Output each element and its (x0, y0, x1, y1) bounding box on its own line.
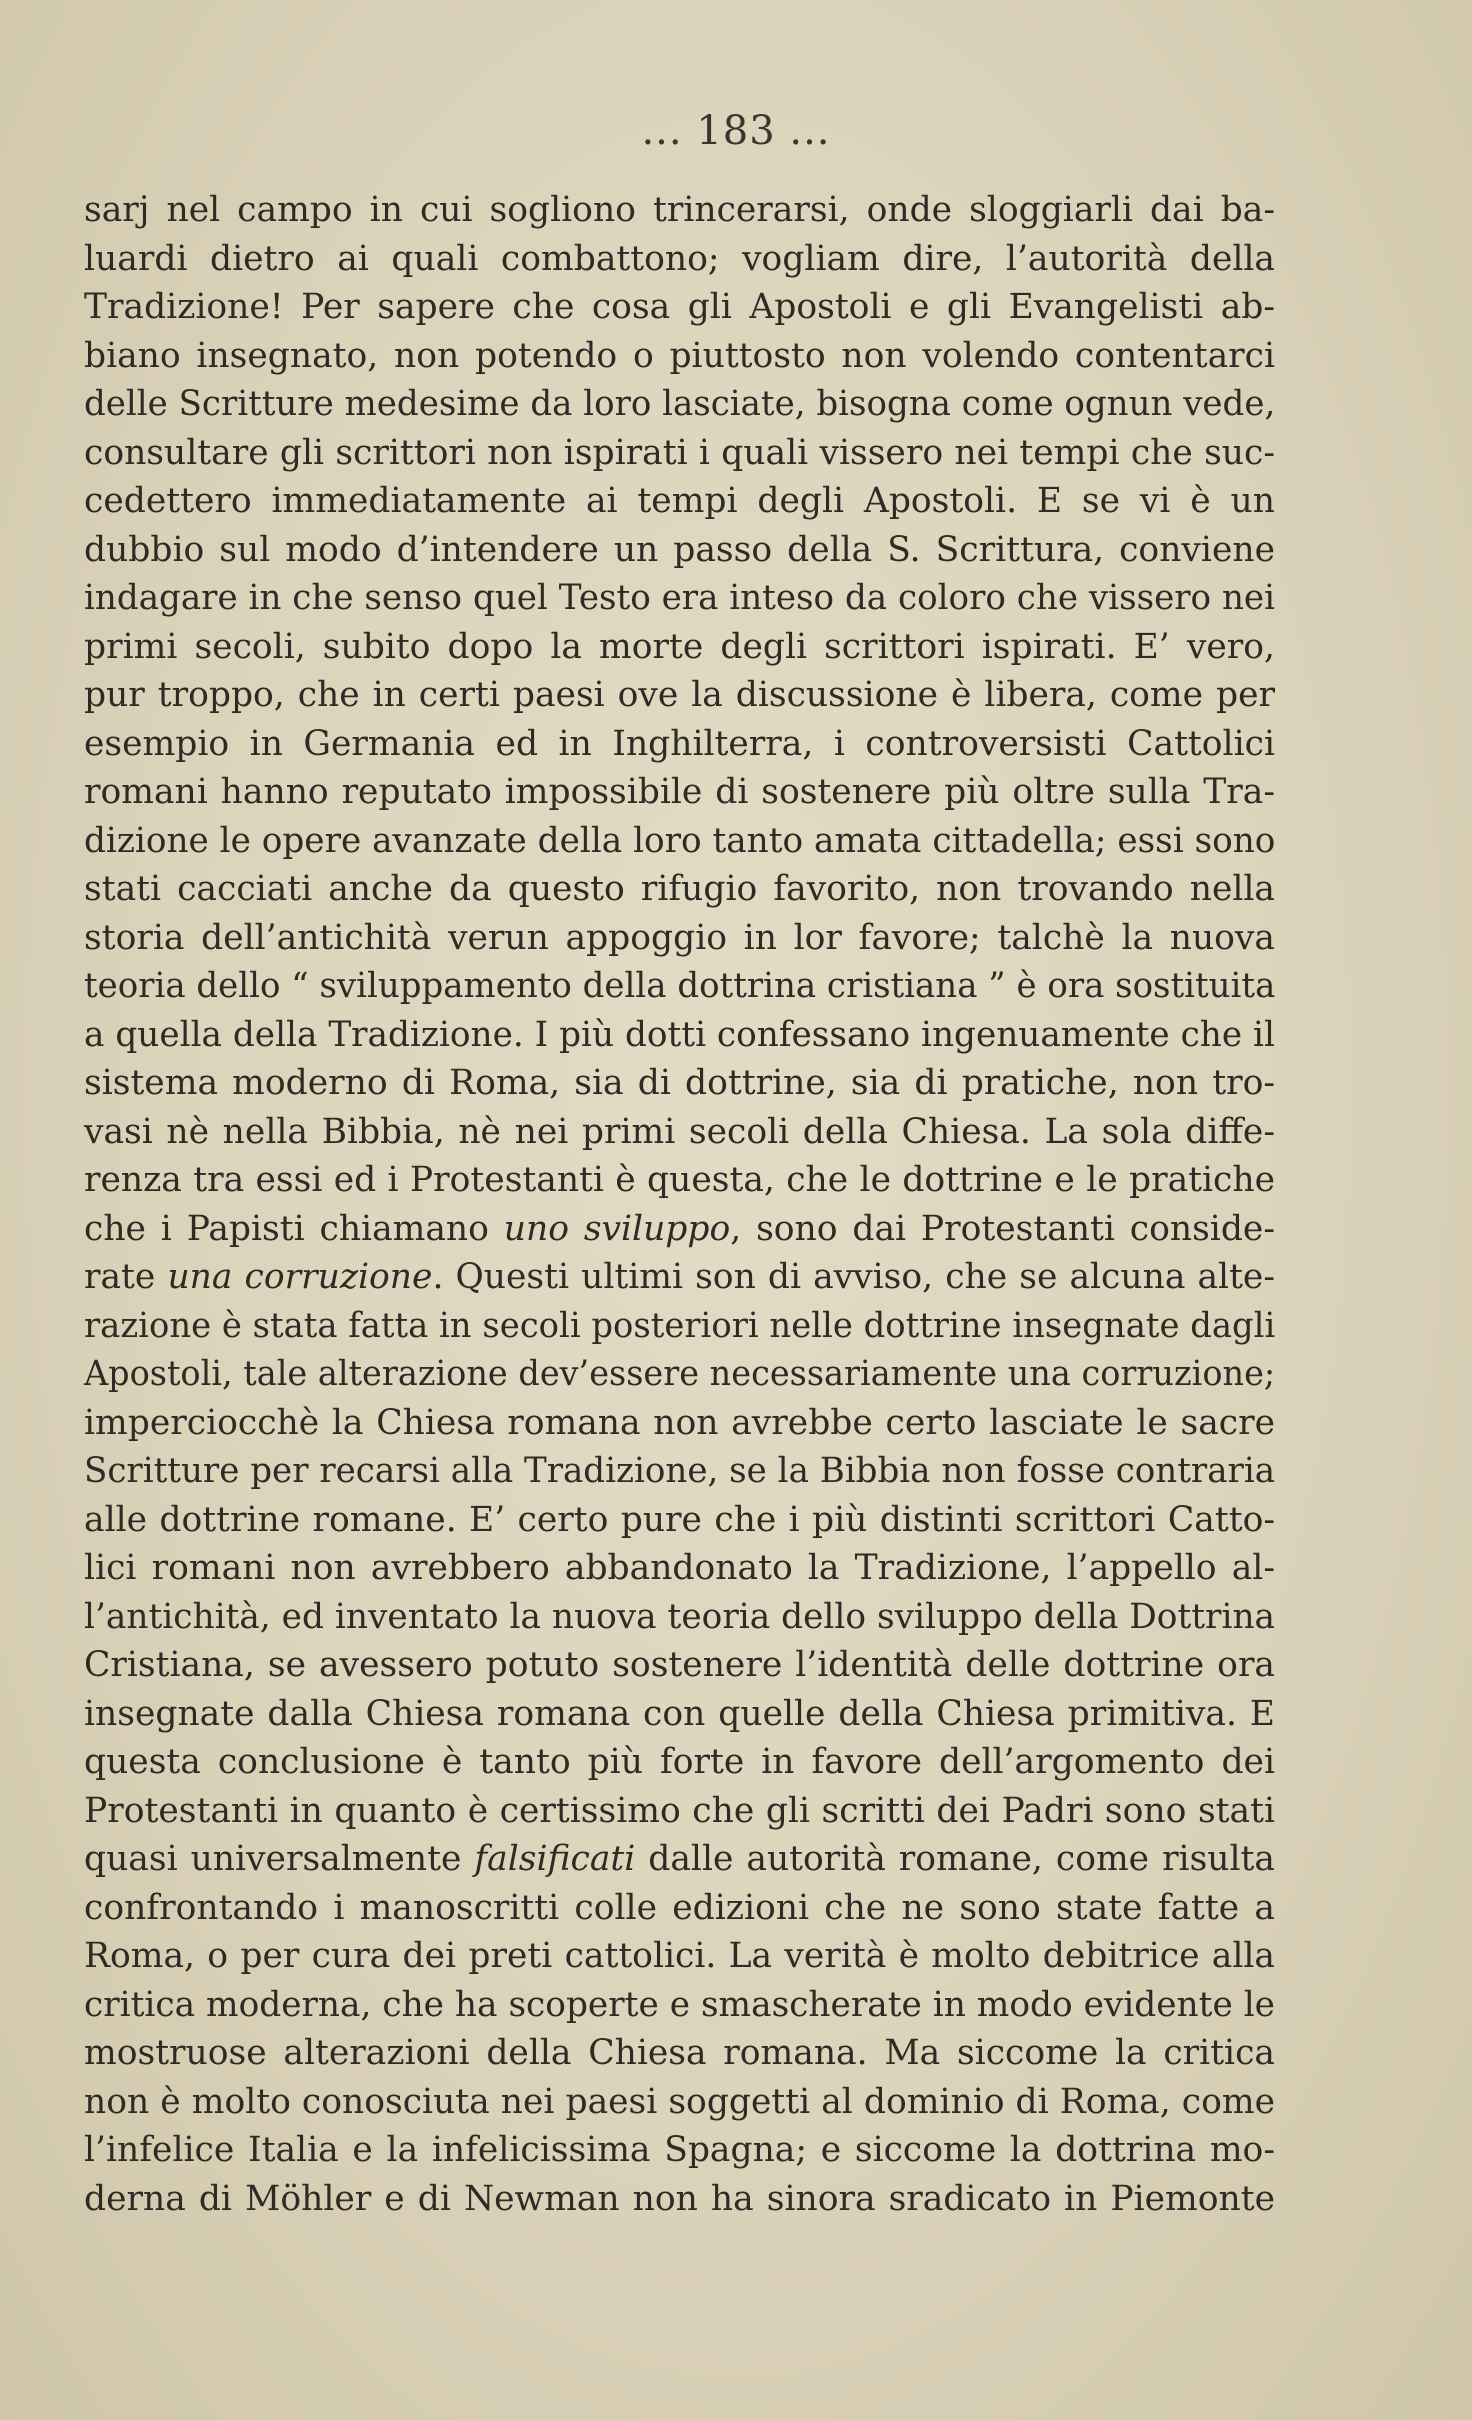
text-segment: esempio in Germania ed in Inghilterra, i controversisti Cattolici (84, 723, 1275, 764)
text-segment: Protestanti in quanto è certissimo che gli scritti dei Padri sono stati (84, 1790, 1275, 1831)
text-segment: Roma, o per cura dei preti cattolici. La verità è molto debitrice alla (84, 1936, 1275, 1976)
text-segment: a quella della Tradizione. I più dotti confessano ingenuamente che il (84, 1014, 1275, 1055)
text-line (84, 865, 1275, 914)
text-segment: dubbio sul modo d’intendere un passo della S. Scrittura, conviene (84, 529, 1275, 570)
text-segment: sarj nel campo in cui sogliono trincerarsi, onde sloggiarli dai ba- (84, 190, 1275, 230)
text-line (84, 574, 1275, 623)
text-line (84, 2126, 1275, 2175)
text-line (84, 1399, 1275, 1448)
text-line (84, 1981, 1275, 2030)
text-segment: alle dottrine romane. E’ certo pure che i più distinti scrittori Catto- (84, 1499, 1275, 1540)
text-segment: che i Papisti chiamano (84, 1208, 504, 1249)
text-line (84, 1641, 1275, 1690)
text-line (84, 186, 1275, 235)
text-segment: non è molto conosciuta nei paesi soggetti al dominio di Roma, come (84, 2081, 1275, 2122)
text-line (84, 1253, 1275, 1302)
text-segment: Scritture per recarsi alla Tradizione, se la Bibbia non fosse contraria (84, 1451, 1276, 1491)
text-segment: pur troppo, che in certi paesi ove la discussione è libera, come per (84, 675, 1275, 715)
text-line (84, 235, 1275, 284)
text-segment: Tradizione! Per sapere che cosa gli Apostoli e gli Evangelisti ab- (84, 287, 1275, 327)
text-line (84, 1884, 1275, 1933)
text-line (84, 1447, 1275, 1496)
body-text (84, 186, 1275, 2223)
text-line (84, 380, 1275, 429)
text-line (84, 1932, 1275, 1981)
text-segment: . Questi ultimi son di avviso, che se alcuna alte- (432, 1257, 1276, 1297)
text-segment: storia dell’antichità verun appoggio in lor favore; talchè la nuova (84, 917, 1275, 958)
text-segment: , sono dai Protestanti conside- (730, 1208, 1275, 1249)
text-line (84, 1108, 1275, 1157)
text-segment: l’antichità, ed inventato la nuova teoria dello sviluppo della Dottrina (84, 1596, 1276, 1637)
text-line (84, 2078, 1275, 2127)
text-line (84, 1205, 1275, 1254)
text-line (84, 1156, 1275, 1205)
text-segment: lici romani non avrebbero abbandonato la Tradizione, l’appello al- (84, 1548, 1275, 1588)
text-segment: imperciocchè la Chiesa romana non avrebbe certo lasciate le sacre (84, 1402, 1275, 1443)
text-segment: luardi dietro ai quali combattono; vogliam dire, l’autorità della (84, 238, 1275, 279)
text-segment: derna di Möhler e di Newman non ha sinora sradicato in Piemonte (84, 2178, 1275, 2219)
italic-phrase: falsificati (474, 1839, 636, 1879)
text-segment: romani hanno reputato impossibile di sostenere più oltre sulla Tra- (84, 772, 1275, 812)
italic-phrase: una corruzione (167, 1257, 433, 1297)
text-line (84, 1496, 1275, 1545)
text-line (84, 526, 1275, 575)
text-line (84, 1593, 1275, 1642)
text-segment: sistema moderno di Roma, sia di dottrine, sia di pratiche, non tro- (84, 1063, 1275, 1103)
page-number: ... 183 ... (641, 108, 831, 154)
text-segment: rate (84, 1257, 168, 1297)
italic-phrase: uno sviluppo (503, 1208, 731, 1249)
text-segment: biano insegnato, non potendo o piuttosto non volendo contentarci (84, 335, 1275, 376)
text-segment: l’infelice Italia e la infelicissima Spagna; e siccome la dottrina mo- (84, 2130, 1275, 2170)
text-segment: consultare gli scrittori non ispirati i quali vissero nei tempi che suc- (84, 432, 1275, 473)
text-line (84, 1011, 1275, 1060)
text-line (84, 1302, 1275, 1351)
text-segment: renza tra essi ed i Protestanti è questa, che le dottrine e le pratiche (84, 1160, 1275, 1200)
text-line (84, 2029, 1275, 2078)
text-line (84, 1835, 1275, 1884)
text-segment: stati cacciati anche da questo rifugio favorito, non trovando nella (84, 869, 1275, 909)
text-line (84, 429, 1275, 478)
text-segment: insegnate dalla Chiesa romana con quelle della Chiesa primitiva. E (84, 1693, 1275, 1734)
text-line (84, 1544, 1275, 1593)
text-segment: dizione le opere avanzate della loro tanto amata cittadella; essi sono (84, 820, 1276, 861)
text-line (84, 817, 1275, 866)
text-segment: Cristiana, se avessero potuto sostenere l’identità delle dottrine ora (84, 1645, 1275, 1685)
text-line (84, 1690, 1275, 1739)
text-line (84, 768, 1275, 817)
text-segment: vasi nè nella Bibbia, nè nei primi secoli della Chiesa. La sola diffe- (84, 1111, 1275, 1152)
text-segment: mostruose alterazioni della Chiesa romana. Ma siccome la critica (84, 2033, 1275, 2073)
text-line (84, 914, 1275, 963)
text-segment: Apostoli, tale alterazione dev’essere necessariamente una corruzione; (84, 1354, 1276, 1394)
text-segment: quasi universalmente (84, 1839, 475, 1879)
text-segment: delle Scritture medesime da loro lasciate, bisogna come ognun vede, (84, 384, 1276, 424)
text-segment: primi secoli, subito dopo la morte degli scrittori ispirati. E’ vero, (84, 626, 1275, 667)
text-line (84, 283, 1275, 332)
text-line (84, 623, 1275, 672)
text-line (84, 1787, 1275, 1836)
text-line (84, 1738, 1275, 1787)
text-segment: questa conclusione è tanto più forte in favore dell’argomento dei (84, 1742, 1275, 1782)
text-line (84, 2175, 1275, 2224)
text-segment: critica moderna, che ha scoperte e smascherate in modo evidente le (84, 1984, 1276, 2025)
text-segment: dalle autorità romane, come risulta (635, 1839, 1275, 1879)
text-segment: razione è stata fatta in secoli posteriori nelle dottrine insegnate dagli (84, 1305, 1276, 1346)
text-segment: teoria dello “ sviluppamento della dottrina cristiana ” è ora sostituita (84, 966, 1276, 1006)
text-line (84, 671, 1275, 720)
text-segment: indagare in che senso quel Testo era inteso da coloro che vissero nei (84, 578, 1276, 618)
text-line (84, 720, 1275, 769)
text-line (84, 1350, 1275, 1399)
text-segment: confrontando i manoscritti colle edizioni che ne sono state fatte a (84, 1887, 1275, 1928)
text-line (84, 962, 1275, 1011)
text-line (84, 477, 1275, 526)
text-line (84, 1059, 1275, 1108)
text-line (84, 332, 1275, 381)
text-segment: cedettero immediatamente ai tempi degli Apostoli. E se vi è un (84, 481, 1275, 521)
